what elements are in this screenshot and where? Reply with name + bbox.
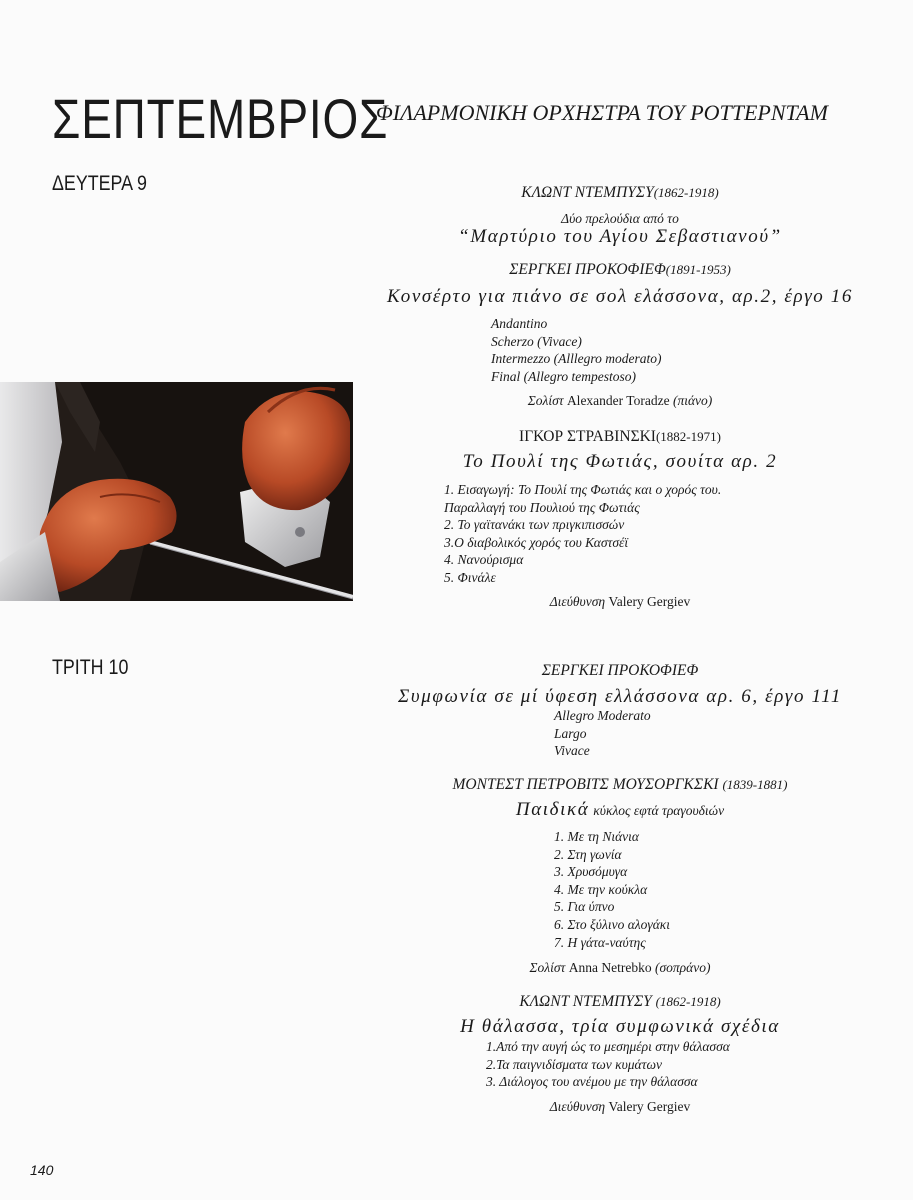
soloist-line-netrebko: Σολίστ Anna Netrebko (σοπράνο)	[529, 960, 711, 975]
list-item: Final (Allegro tempestoso)	[491, 368, 636, 384]
page-number: 140	[30, 1162, 54, 1178]
piece-title-saint-sebastian: “Μαρτύριο του Αγίου Σεβαστιανού”	[458, 226, 782, 247]
composer-mussorgsky: ΜΟΝΤΕΣΤ ΠΕΤΡΟΒΙΤΣ ΜΟΥΣΟΡΓΚΣΚΙ (1839-1881)	[452, 776, 788, 793]
movement-list-concerto	[491, 315, 661, 385]
list-item: Scherzo (Vivace)	[491, 333, 582, 349]
composer-prokofiev-2: ΣΕΡΓΚΕΙ ΠΡΟΚΟΦΙΕΦ	[541, 662, 699, 679]
list-item: 5. Για ύπνο	[554, 899, 615, 915]
composer-prokofiev-1: ΣΕΡΓΚΕΙ ΠΡΟΚΟΦΙΕΦ(1891-1953)	[509, 261, 731, 278]
list-item: 1. Με τη Νιάνια	[554, 829, 640, 844]
movement-list-symphony	[554, 707, 651, 760]
piece-title-nursery: Παιδικά κύκλος εφτά τραγουδιών	[515, 799, 725, 820]
list-item: Παραλλαγή του Πουλιού της Φωτιάς	[444, 499, 640, 515]
list-item: Largo	[554, 725, 587, 741]
conductor-line-2: Διεύθυνση Valery Gergiev	[549, 1099, 691, 1114]
composer-debussy-1: ΚΛΩΝΤ ΝΤΕΜΠΥΣΥ(1862-1918)	[521, 184, 719, 201]
list-item: 2. Το γαϊτανάκι των πριγκιπισσών	[444, 517, 625, 533]
conductor-line-1: Διεύθυνση Valery Gergiev	[549, 594, 691, 609]
list-item: 6. Στο ξύλινο αλογάκι	[554, 916, 671, 932]
list-item: Vivace	[554, 743, 590, 759]
composer-stravinsky: ΙΓΚΟΡ ΣΤΡΑΒΙΝΣΚΙ(1882-1971)	[519, 428, 721, 445]
piece-title-firebird: Το Πουλί της Φωτιάς, σουίτα αρ. 2	[462, 451, 778, 472]
list-item: 4. Με την κούκλα	[554, 881, 648, 897]
piece-title-la-mer: Η θάλασσα, τρία συμφωνικά σχέδια	[460, 1016, 780, 1037]
movement-list-firebird	[444, 481, 721, 587]
piece-intro: Δύο πρελούδια από το	[561, 211, 679, 226]
movement-list-la-mer	[486, 1038, 730, 1091]
month-heading: ΣΕΠΤΕΜΒΡΙΟΣ	[52, 87, 389, 150]
list-item: 2. Στη γωνία	[554, 846, 622, 862]
piece-title-piano-concerto: Κονσέρτο για πιάνο σε σολ ελάσσονα, αρ.2, έργο 16	[387, 286, 853, 307]
list-item: Allegro Moderato	[554, 708, 651, 723]
day-label-tuesday: ΤΡΙΤΗ 10	[52, 656, 129, 679]
orchestra-title: ΦΙΛΑΡΜΟΝΙΚΗ ΟΡΧΗΣΤΡΑ ΤΟΥ ΡΟΤΤΕΡΝΤΑΜ	[376, 100, 828, 125]
list-item: Andantino	[491, 316, 548, 331]
list-item: Intermezzo (Alllegro moderato)	[491, 351, 662, 367]
soloist-line-toradze: Σολίστ Alexander Toradze (πιάνο)	[527, 393, 713, 408]
day-label-monday: ΔΕΥΤΕΡΑ 9	[52, 172, 147, 195]
list-item: 3. Διάλογος του ανέμου με την θάλασσα	[486, 1074, 698, 1090]
list-item: 1.Από την αυγή ώς το μεσημέρι στην θάλασσα	[486, 1039, 730, 1054]
list-item: 3. Χρυσόμυγα	[554, 864, 628, 880]
composer-debussy-2: ΚΛΩΝΤ ΝΤΕΜΠΥΣΥ (1862-1918)	[519, 993, 721, 1010]
piece-title-symphony-6: Συμφωνία σε μί ύφεση ελλάσσονα αρ. 6, έργο 111	[398, 686, 842, 707]
conductor-hands-photo	[0, 382, 353, 601]
movement-list-nursery	[554, 828, 670, 951]
list-item: 2.Τα παιγνιδίσματα των κυμάτων	[486, 1056, 662, 1072]
list-item: 4. Νανούρισμα	[444, 552, 524, 568]
list-item: 1. Εισαγωγή: Το Πουλί της Φωτιάς και ο χορός του.	[444, 482, 722, 497]
list-item: 7. Η γάτα-ναύτης	[554, 934, 646, 950]
list-item: 5. Φινάλε	[444, 569, 496, 585]
list-item: 3.Ο διαβολικός χορός του Καστσέϊ	[444, 534, 629, 550]
